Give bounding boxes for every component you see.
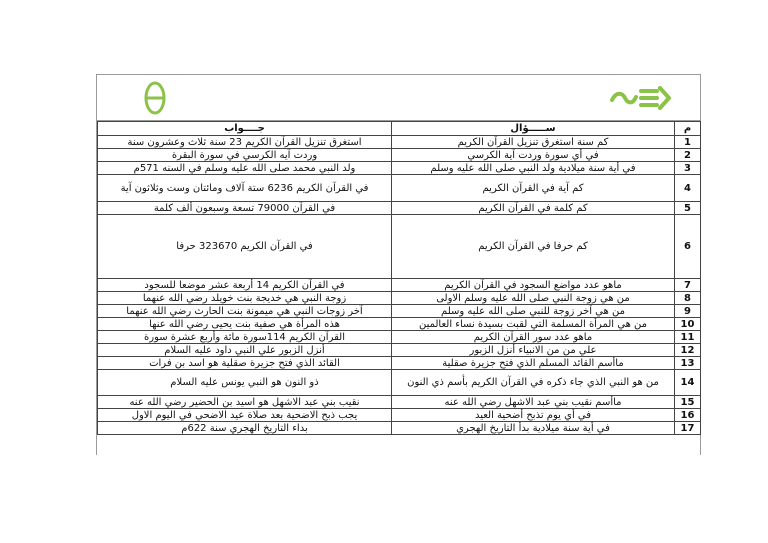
answer-cell: بداء التاريخ الهجري سنة 622م xyxy=(98,422,392,435)
question-cell: ماهو عدد سور القرآن الكريم xyxy=(392,331,675,344)
table-row xyxy=(98,318,701,331)
row-number: 17 xyxy=(675,422,701,435)
theta-logo-icon xyxy=(140,79,170,117)
table-row xyxy=(98,344,701,357)
answer-cell: آخر زوجات النبي هي ميمونة بنت الحارث رضي الله عنهما xyxy=(98,305,392,318)
table-row xyxy=(98,162,701,175)
answer-cell: القائد الذي فتح جزيرة صقلية هو اسد بن فرات xyxy=(98,357,392,370)
question-cell: ماأسم القائد المسلم الذي فتح جزيرة صقلية xyxy=(392,357,675,370)
row-number: 4 xyxy=(675,175,701,202)
answer-cell: وردت آيه الكرسي في سورة البقرة xyxy=(98,149,392,162)
row-number: 14 xyxy=(675,370,701,396)
table-row xyxy=(98,357,701,370)
question-cell: في أي سورة وردت آية الكرسي xyxy=(392,149,675,162)
question-cell: من هي زوجة النبي صلى الله عليه وسلم الاولى xyxy=(392,292,675,305)
row-number: 16 xyxy=(675,409,701,422)
table-row xyxy=(98,136,701,149)
question-cell: كم حرفا في القرآن الكريم xyxy=(392,215,675,279)
table-row xyxy=(98,409,701,422)
calligraphy-logo-icon xyxy=(608,83,672,113)
table-row xyxy=(98,149,701,162)
question-cell: في أي يوم تذبح أضحية العيد xyxy=(392,409,675,422)
row-number: 9 xyxy=(675,305,701,318)
table-row xyxy=(98,292,701,305)
row-number: 6 xyxy=(675,215,701,279)
qa-table xyxy=(97,121,701,435)
header-question: ســـــؤال xyxy=(392,122,675,136)
row-number: 5 xyxy=(675,202,701,215)
row-number: 15 xyxy=(675,396,701,409)
question-cell: كم آية في القرآن الكريم xyxy=(392,175,675,202)
table-row xyxy=(98,215,701,279)
question-cell: من هي المرأة المسلمة التي لقبت بسيدة نساء العالمين xyxy=(392,318,675,331)
table-row xyxy=(98,305,701,318)
answer-cell: استغرق تنزيل القرآن الكريم 23 سنة ثلاث وعشرون سنة xyxy=(98,136,392,149)
answer-cell: هذه المرأة هي صفية بنت يحيى رضي الله عنها xyxy=(98,318,392,331)
row-number: 12 xyxy=(675,344,701,357)
answer-cell: ولد النبي محمد صلى الله عليه وسلم في السنه 571م xyxy=(98,162,392,175)
table-row xyxy=(98,370,701,396)
answer-cell: في القرآن 79000 تسعة وسبعون ألف كلمة xyxy=(98,202,392,215)
row-number: 10 xyxy=(675,318,701,331)
answer-cell: أنزل الزبور علي النبي داود عليه السلام xyxy=(98,344,392,357)
table-row xyxy=(98,331,701,344)
table-header-row xyxy=(98,122,701,136)
question-cell: من هو النبي الذي جاء ذكره في القرآن الكريم بأسم ذي النون xyxy=(392,370,675,396)
table-row xyxy=(98,422,701,435)
row-number: 8 xyxy=(675,292,701,305)
row-number: 7 xyxy=(675,279,701,292)
row-number: 13 xyxy=(675,357,701,370)
question-cell: علي من من الانبياء أنزل الزبور xyxy=(392,344,675,357)
header-band xyxy=(97,75,700,121)
answer-cell: نقيب بني عبد الاشهل هو اسيد بن الحضير رضي الله عنه xyxy=(98,396,392,409)
question-cell: من هي آخر زوجة للنبي صلى الله عليه وسلم xyxy=(392,305,675,318)
row-number: 1 xyxy=(675,136,701,149)
answer-cell: زوجة النبي هي خديجة بنت خويلد رضي الله عنهما xyxy=(98,292,392,305)
row-number: 11 xyxy=(675,331,701,344)
header-answer: جــــواب xyxy=(98,122,392,136)
row-number: 3 xyxy=(675,162,701,175)
answer-cell: يجب ذبح الاضحية بعد صلاة عيد الاضحي في اليوم الاول xyxy=(98,409,392,422)
table-row xyxy=(98,279,701,292)
question-cell: في أية سنة ميلادية بدأ التاريخ الهجري xyxy=(392,422,675,435)
question-cell: في أية سنة ميلادية ولد النبي صلى الله عليه وسلم xyxy=(392,162,675,175)
table-row xyxy=(98,175,701,202)
question-cell: كم كلمة في القرآن الكريم xyxy=(392,202,675,215)
answer-cell: في القرآن الكريم 6236 ستة آلاف ومائتان وست وثلاثون آية xyxy=(98,175,392,202)
answer-cell: القرآن الكريم 114سورة مائة وأربع عشرة سورة xyxy=(98,331,392,344)
header-num: م xyxy=(675,122,701,136)
answer-cell: في القرآن الكريم 14 أربعة عشر موضعا للسجود xyxy=(98,279,392,292)
question-cell: ماهو عدد مواضع السجود في القرآن الكريم xyxy=(392,279,675,292)
question-cell: كم سنة استغرق تنزيل القرآن الكريم xyxy=(392,136,675,149)
table-row xyxy=(98,396,701,409)
answer-cell: في القرآن الكريم 323670 حرفا xyxy=(98,215,392,279)
document-page xyxy=(96,74,701,455)
answer-cell: ذو النون هو النبي يونس عليه السلام xyxy=(98,370,392,396)
table-row xyxy=(98,202,701,215)
row-number: 2 xyxy=(675,149,701,162)
question-cell: ماأسم نقيب بني عبد الاشهل رضي الله عنه xyxy=(392,396,675,409)
